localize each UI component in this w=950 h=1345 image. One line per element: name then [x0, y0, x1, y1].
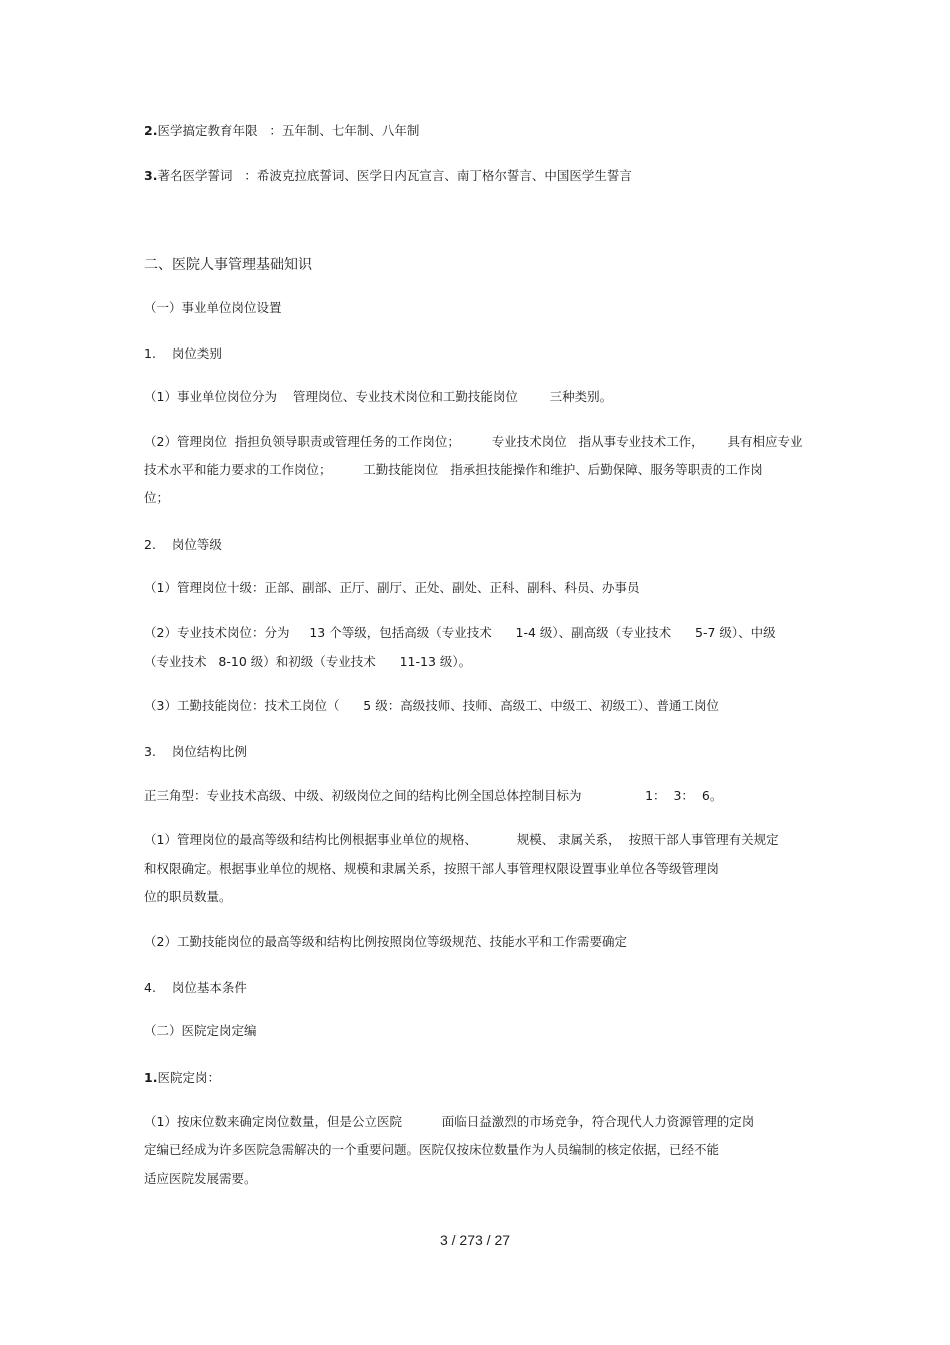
- point-1-para-b-line2: 技术水平和能力要求的工作岗位； 工勤技能岗位 指承担技能操作和维护、后勤保障、服务等职责的工作岗: [144, 462, 763, 477]
- hospital-post-para-line3: 适应医院发展需要。: [144, 1171, 257, 1186]
- point-2-title: 2. 岗位等级: [144, 537, 222, 552]
- point-1-title: 1. 岗位类别: [144, 346, 222, 361]
- hospital-post-title: 医院定岗：: [157, 1070, 220, 1085]
- point-2-para-b-line2: （专业技术 8-10 级）和初级（专业技术 11-13 级）。: [144, 654, 472, 669]
- point-2-para-b-line1: （2）专业技术岗位：分为 13 个等级，包括高级（专业技术 1-4 级）、副高级（专业技术 5-7 级）、中级: [144, 625, 776, 640]
- point-4-title: 4. 岗位基本条件: [144, 980, 247, 995]
- item-3-line: [144, 168, 632, 184]
- hospital-post-line: [144, 1070, 220, 1086]
- hospital-post-para-line2: 定编已经成为许多医院急需解决的一个重要问题。医院仅按床位数量作为人员编制的核定依据，已经不能: [144, 1142, 720, 1157]
- point-3-para-a-line3: 位的职员数量。: [144, 889, 232, 904]
- point-2-para-c: （3）工勤技能岗位：技术工岗位（ 5 级：高级技师、技师、高级工、中级工、初级工）、普通工岗位: [144, 698, 719, 713]
- point-1-para-a: （1）事业单位岗位分为 管理岗位、专业技术岗位和工勤技能岗位 三种类别。: [144, 389, 613, 404]
- item-2-text: 医学搞定教育年限 ：五年制、七年制、八年制: [157, 123, 420, 138]
- point-1-para-b-line1: （2）管理岗位 指担负领导职责或管理任务的工作岗位； 专业技术岗位 指从事专业技术工作， 具有相应专业: [144, 434, 803, 449]
- point-3-para-b: （2）工勤技能岗位的最高等级和结构比例按照岗位等级规范、技能水平和工作需要确定: [144, 934, 627, 949]
- item-2-number: 2.: [144, 123, 158, 138]
- subsection-heading-one: （一）事业单位岗位设置: [144, 300, 282, 315]
- point-3-intro: 正三角型：专业技术高级、中级、初级岗位之间的结构比例全国总体控制目标为 1： 3： 6。: [144, 788, 723, 803]
- subsection-heading-two: （二）医院定岗定编: [144, 1023, 257, 1038]
- hospital-post-para-line1: （1）按床位数来确定岗位数量，但是公立医院 面临日益激烈的市场竞争，符合现代人力资源管理的定岗: [144, 1114, 755, 1129]
- point-3-title: 3. 岗位结构比例: [144, 744, 247, 759]
- point-2-para-a: （1）管理岗位十级：正部、副部、正厅、副厅、正处、副处、正科、副科、科员、办事员: [144, 580, 640, 595]
- item-3-number: 3.: [144, 168, 158, 183]
- point-1-para-b-line3: 位；: [144, 490, 170, 505]
- hospital-post-number: 1.: [144, 1070, 158, 1085]
- page-number: 3 / 273 / 27: [439, 1232, 511, 1248]
- item-3-text: 著名医学誓词 ：希波克拉底誓词、医学日内瓦宣言、南丁格尔誓言、中国医学生誓言: [157, 168, 632, 183]
- point-3-para-a-line1: （1）管理岗位的最高等级和结构比例根据事业单位的规格、 规模、 隶属关系， 按照干部人事管理有关规定: [144, 832, 779, 847]
- item-2-line: [144, 123, 419, 139]
- point-3-para-a-line2: 和权限确定。根据事业单位的规格、规模和隶属关系，按照干部人事管理权限设置事业单位各等级管理岗: [144, 861, 720, 876]
- section-heading-two: 二、医院人事管理基础知识: [144, 257, 312, 273]
